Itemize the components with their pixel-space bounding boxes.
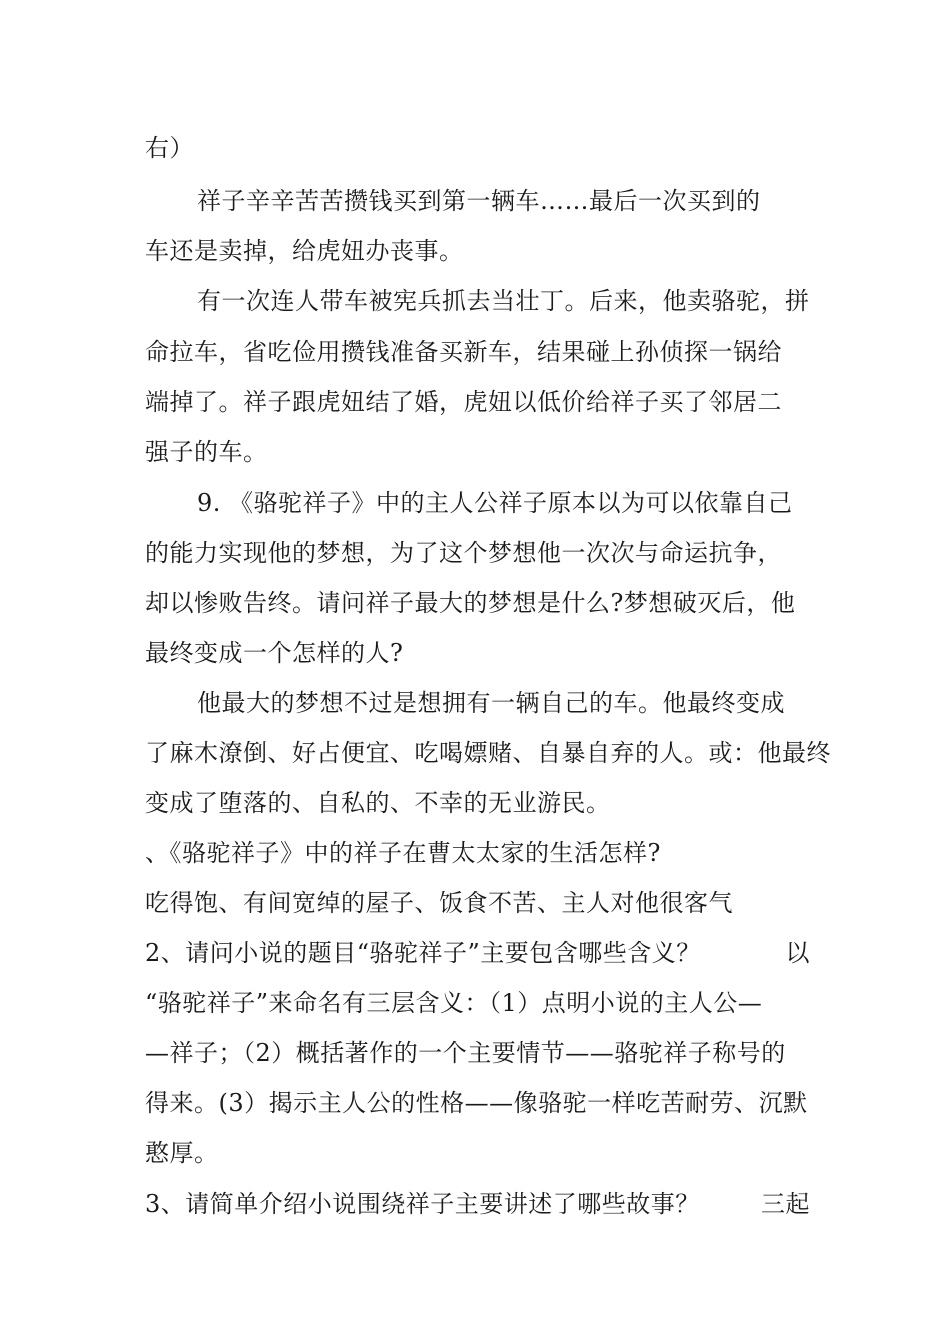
text-line: —祥子；（2）概括著作的一个主要情节——骆驼祥子称号的 [145, 1039, 786, 1067]
text-line: 右） [145, 134, 194, 162]
text-line: 最终变成一个怎样的人? [145, 639, 404, 667]
text-line: 强子的车。 [145, 438, 268, 466]
text-line: 吃得饱、有间宽绰的屋子、饭食不苦、主人对他很客气 [145, 889, 733, 917]
text-line: 了麻木潦倒、好占便宜、吃喝嫖赌、自暴自弃的人。或：他最终 [145, 739, 831, 767]
answer-lead: 以 [785, 939, 810, 967]
text-line: 命拉车，省吃俭用攒钱准备买新车，结果碰上孙侦探一锅给 [145, 338, 782, 366]
text-line: 、《骆驼祥子》中的祥子在曹太太家的生活怎样? [145, 839, 661, 867]
text-line: 祥子辛辛苦苦攒钱买到第一辆车……最后一次买到的 [197, 187, 761, 215]
text-line: 有一次连人带车被宪兵抓去当壮丁。后来，他卖骆驼，拼 [197, 287, 810, 315]
text-line-question-3 [145, 1189, 810, 1219]
question-text: 2、请问小说的题目“骆驼祥子”主要包含哪些含义？ [145, 939, 701, 967]
text-line: 憨厚。 [145, 1139, 219, 1167]
text-line: 的能力实现他的梦想，为了这个梦想他一次次与命运抗争， [145, 539, 782, 567]
text-line-question-2 [145, 938, 810, 968]
text-line: 他最大的梦想不过是想拥有一辆自己的车。他最终变成 [197, 689, 785, 717]
text-line: 得来。(3）揭示主人公的性格——像骆驼一样吃苦耐劳、沉默 [145, 1089, 808, 1117]
text-line: 端掉了。祥子跟虎妞结了婚，虎妞以低价给祥子买了邻居二 [145, 388, 782, 416]
text-line: 却以惨败告终。请问祥子最大的梦想是什么?梦想破灭后，他 [145, 589, 796, 617]
text-line: 变成了堕落的、自私的、不幸的无业游民。 [145, 789, 611, 817]
text-line: “骆驼祥子”来命名有三层含义：（1）点明小说的主人公— [145, 989, 763, 1017]
answer-lead: 三起 [761, 1190, 810, 1218]
question-text: 3、请简单介绍小说围绕祥子主要讲述了哪些故事？ [145, 1190, 700, 1218]
text-line: 车还是卖掉，给虎妞办丧事。 [145, 237, 464, 265]
text-line: 9. 《骆驼祥子》中的主人公祥子原本以为可以依靠自己 [197, 489, 793, 517]
